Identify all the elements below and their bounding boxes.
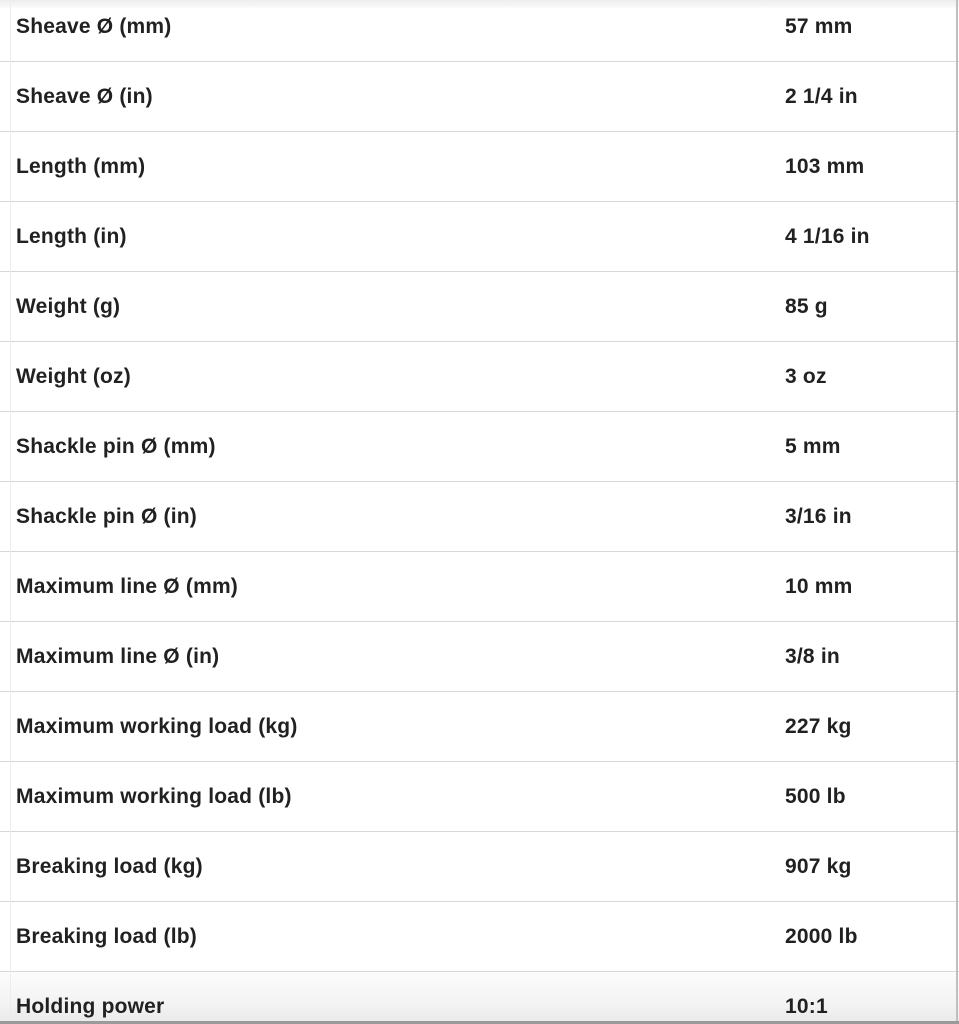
table-row bbox=[0, 62, 959, 132]
spec-label: Maximum working load (lb) bbox=[16, 784, 292, 808]
table-row bbox=[0, 342, 959, 412]
spec-value: 227 kg bbox=[785, 714, 852, 738]
table-row bbox=[0, 622, 959, 692]
spec-label: Maximum line Ø (in) bbox=[16, 644, 220, 668]
spec-label: Length (in) bbox=[16, 224, 127, 248]
spec-value: 10:1 bbox=[785, 995, 828, 1018]
table-row bbox=[0, 832, 959, 902]
table-row bbox=[0, 132, 959, 202]
spec-value: 103 mm bbox=[785, 154, 865, 178]
spec-label: Holding power bbox=[16, 995, 165, 1018]
table-row bbox=[0, 902, 959, 972]
spec-value: 2000 lb bbox=[785, 924, 858, 948]
table-row bbox=[0, 482, 959, 552]
spec-value: 3 oz bbox=[785, 364, 827, 388]
spec-label: Sheave Ø (mm) bbox=[16, 14, 172, 38]
spec-value: 500 lb bbox=[785, 784, 846, 808]
table-row bbox=[0, 762, 959, 832]
spec-label: Breaking load (kg) bbox=[16, 854, 203, 878]
table-row bbox=[0, 552, 959, 622]
spec-value: 4 1/16 in bbox=[785, 224, 870, 248]
spec-value: 5 mm bbox=[785, 434, 841, 458]
spec-value: 2 1/4 in bbox=[785, 84, 858, 108]
spec-label: Weight (g) bbox=[16, 294, 121, 318]
spec-label: Sheave Ø (in) bbox=[16, 84, 153, 108]
spec-value: 10 mm bbox=[785, 574, 853, 598]
spec-value: 85 g bbox=[785, 294, 828, 318]
spec-label: Shackle pin Ø (in) bbox=[16, 504, 197, 528]
spec-value: 907 kg bbox=[785, 854, 852, 878]
spec-value: 3/16 in bbox=[785, 504, 852, 528]
table-row bbox=[0, 202, 959, 272]
spec-value: 3/8 in bbox=[785, 644, 840, 668]
spec-label: Maximum line Ø (mm) bbox=[16, 574, 239, 598]
spec-value: 57 mm bbox=[785, 14, 853, 38]
spec-label: Weight (oz) bbox=[16, 364, 131, 388]
table-row bbox=[0, 272, 959, 342]
table-row-holding-power bbox=[0, 972, 959, 1024]
spec-label: Maximum working load (kg) bbox=[16, 714, 298, 738]
table-row bbox=[0, 412, 959, 482]
spec-label: Shackle pin Ø (mm) bbox=[16, 434, 216, 458]
table-row bbox=[0, 692, 959, 762]
table-row bbox=[0, 0, 959, 62]
spec-label: Breaking load (lb) bbox=[16, 924, 197, 948]
spec-label: Length (mm) bbox=[16, 154, 146, 178]
